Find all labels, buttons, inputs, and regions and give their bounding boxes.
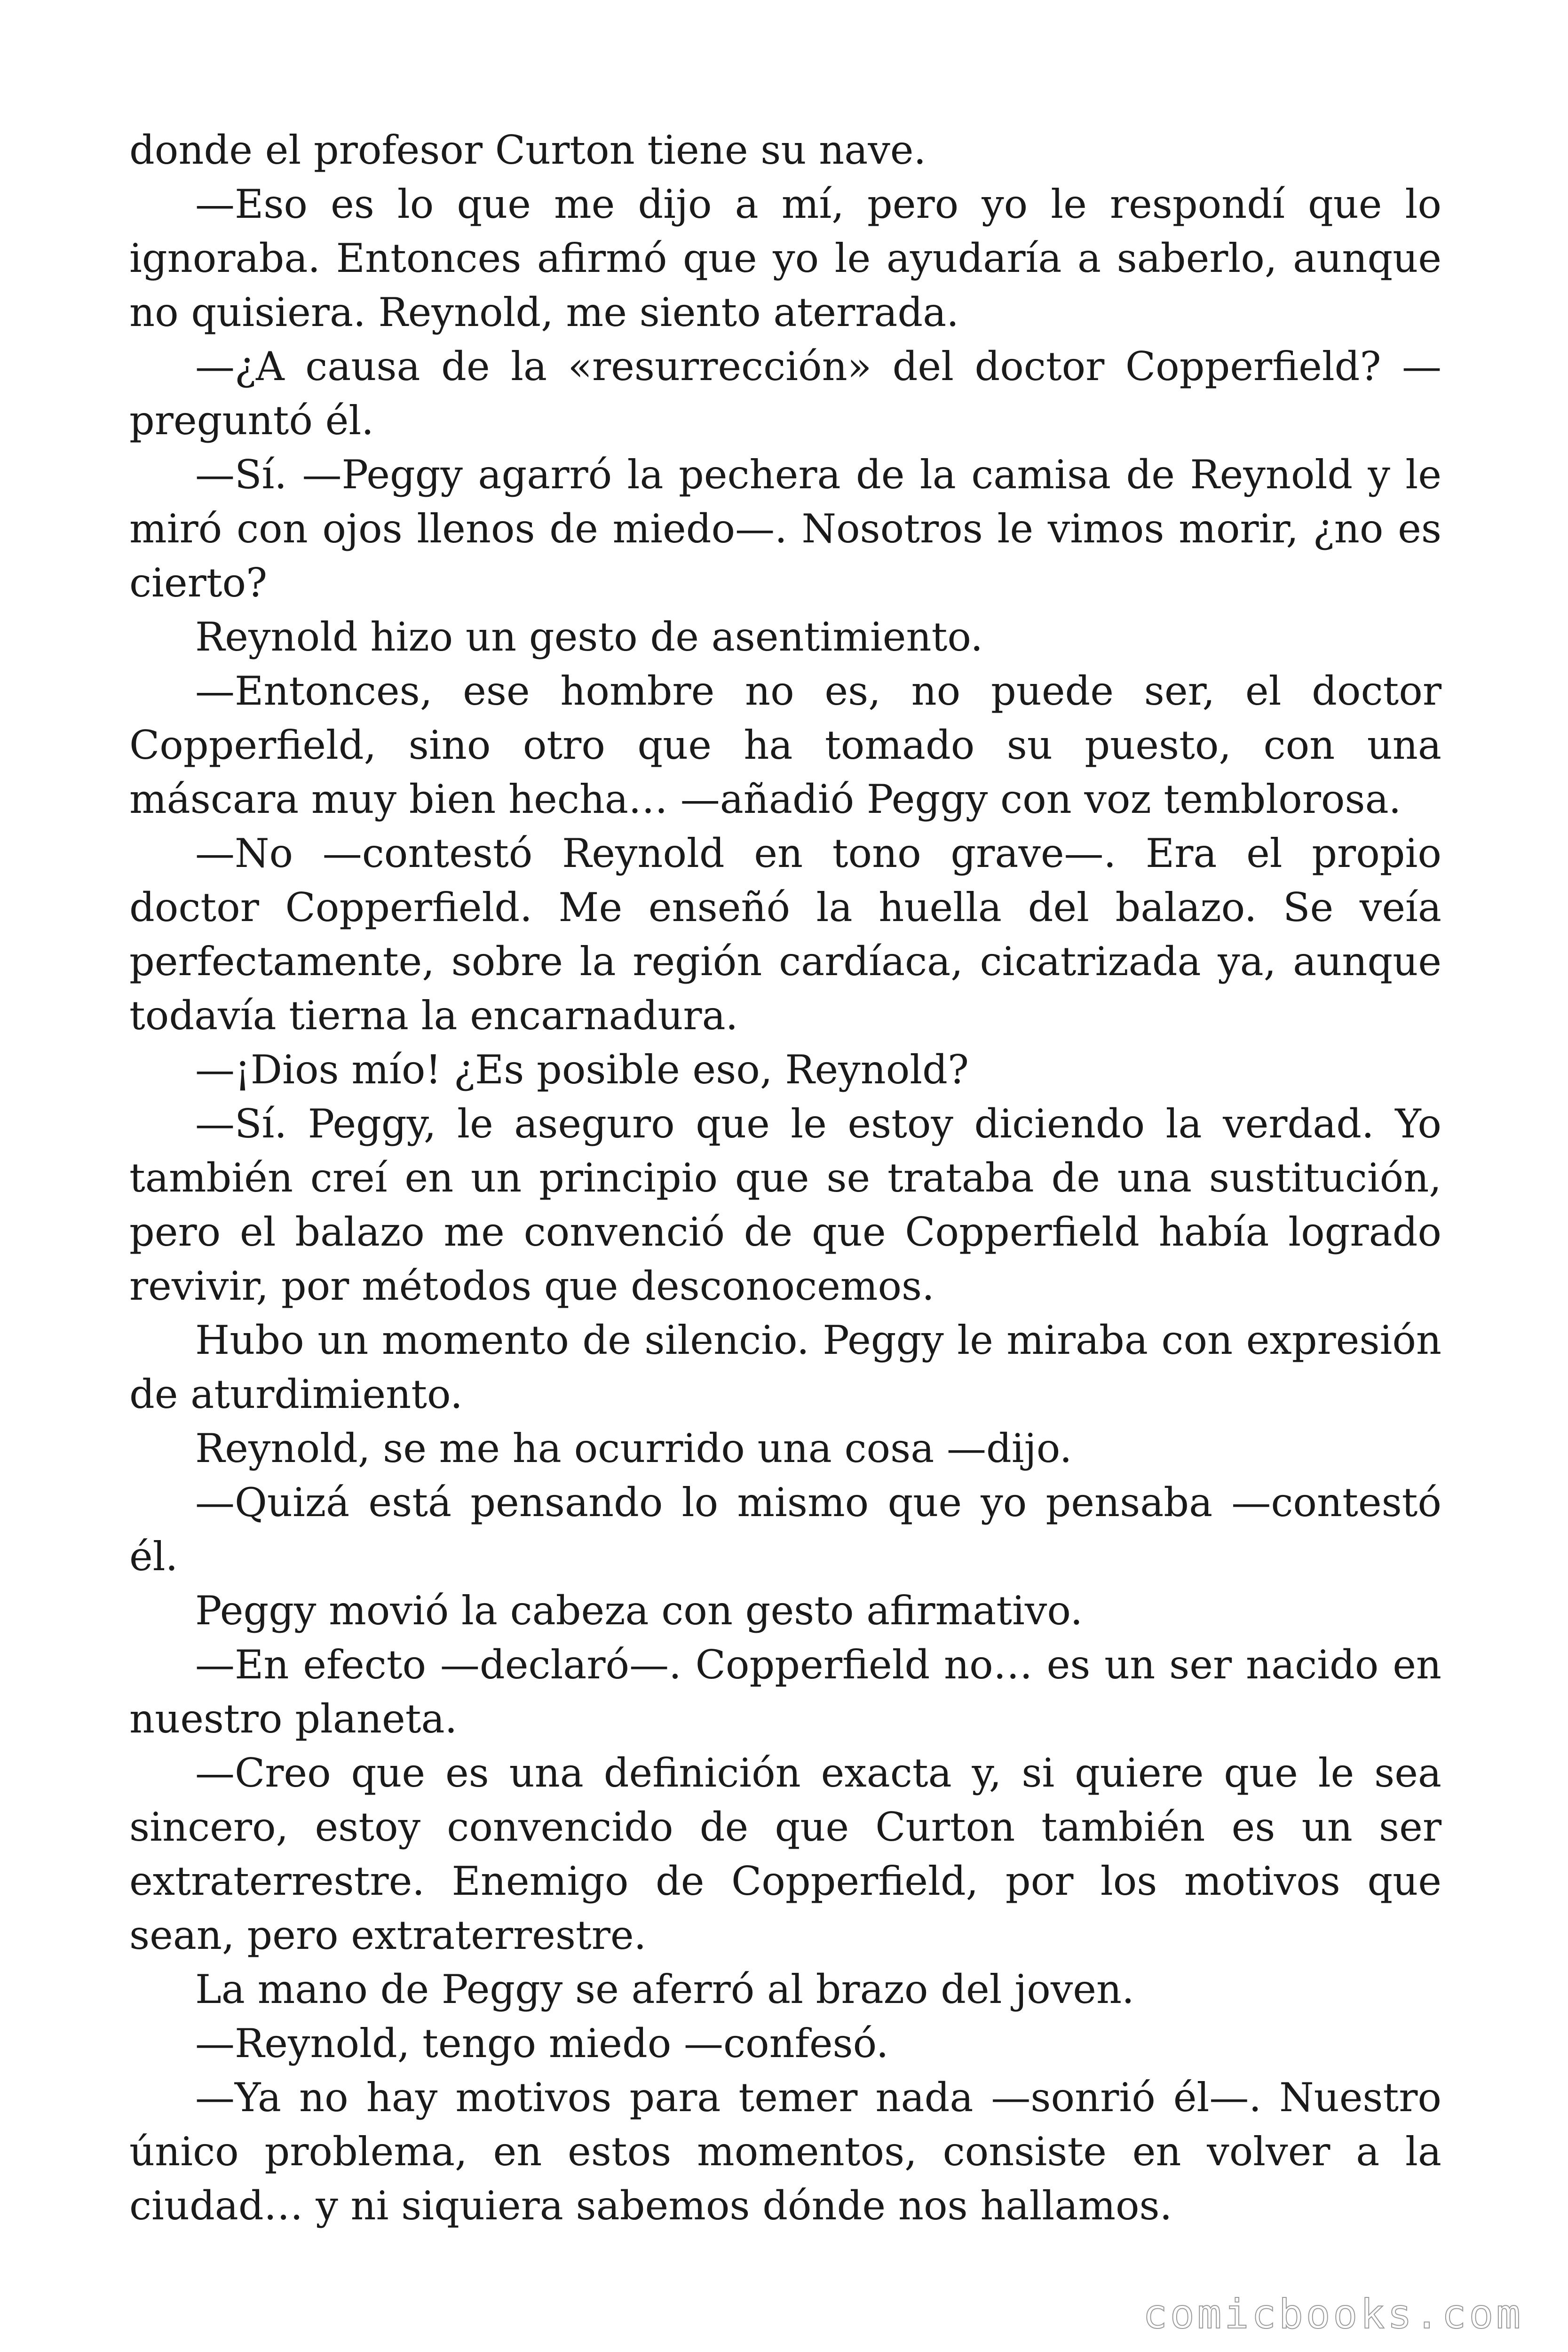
paragraph-8: —¡Dios mío! ¿Es posible eso, Reynold? (195, 1047, 969, 1093)
page-body (129, 123, 1441, 2233)
paragraph-7: —No —contestó Reynold en tono grave—. Era el propio doctor Copperfield. Me enseñó la huella del balazo. Se veía perfectamente, sobre la región cardíaca, cicatrizada ya, aunque todavía tierna la encarnadura. (129, 830, 1441, 1039)
paragraph-17: —Reynold, tengo miedo —confesó. (195, 2020, 889, 2066)
paragraph-13: Peggy movió la cabeza con gesto afirmativo. (195, 1588, 1083, 1634)
paragraph-18: —Ya no hay motivos para temer nada —sonrió él—. Nuestro único problema, en estos momentos, consiste en volver a la ciudad… y ni siquiera sabemos dónde nos hallamos. (129, 2074, 1441, 2229)
paragraph-14: —En efecto —declaró—. Copperfield no… es un ser nacido en nuestro planeta. (129, 1642, 1441, 1742)
paragraph-11: Reynold, se me ha ocurrido una cosa —dijo. (195, 1425, 1072, 1471)
paragraph-1: donde el profesor Curton tiene su nave. (129, 127, 927, 173)
paragraph-4: —Sí. —Peggy agarró la pechera de la camisa de Reynold y le miró con ojos llenos de miedo—. Nosotros le vimos morir, ¿no es cierto? (129, 452, 1441, 606)
paragraph-5: Reynold hizo un gesto de asentimiento. (195, 614, 983, 660)
paragraph-10: Hubo un momento de silencio. Peggy le miraba con expresión de aturdimiento. (129, 1317, 1441, 1417)
watermark: comicbooks.com (1143, 2291, 1523, 2338)
paragraph-6: —Entonces, ese hombre no es, no puede ser, el doctor Copperfield, sino otro que ha tomado su puesto, con una máscara muy bien hecha… —añadió Peggy con voz temblorosa. (129, 668, 1441, 822)
paragraph-15: —Creo que es una definición exacta y, si quiere que le sea sincero, estoy convencido de que Curton también es un ser extraterrestre. Enemigo de Copperfield, por los motivos que sean, pero extraterrestre. (129, 1750, 1441, 1958)
paragraph-3: —¿A causa de la «resurrección» del doctor Copperfield? —preguntó él. (129, 343, 1441, 444)
paragraph-12: —Quizá está pensando lo mismo que yo pensaba —contestó él. (129, 1479, 1441, 1580)
paragraph-16: La mano de Peggy se aferró al brazo del joven. (195, 1966, 1134, 2012)
paragraph-2: —Eso es lo que me dijo a mí, pero yo le respondí que lo ignoraba. Entonces afirmó que yo le ayudaría a saberlo, aunque no quisiera. Reynold, me siento aterrada. (129, 181, 1441, 335)
paragraph-9: —Sí. Peggy, le aseguro que le estoy diciendo la verdad. Yo también creí en un principio que se trataba de una sustitución, pero el balazo me convenció de que Copperfield había logrado revivir, por métodos que desconocemos. (129, 1101, 1441, 1309)
